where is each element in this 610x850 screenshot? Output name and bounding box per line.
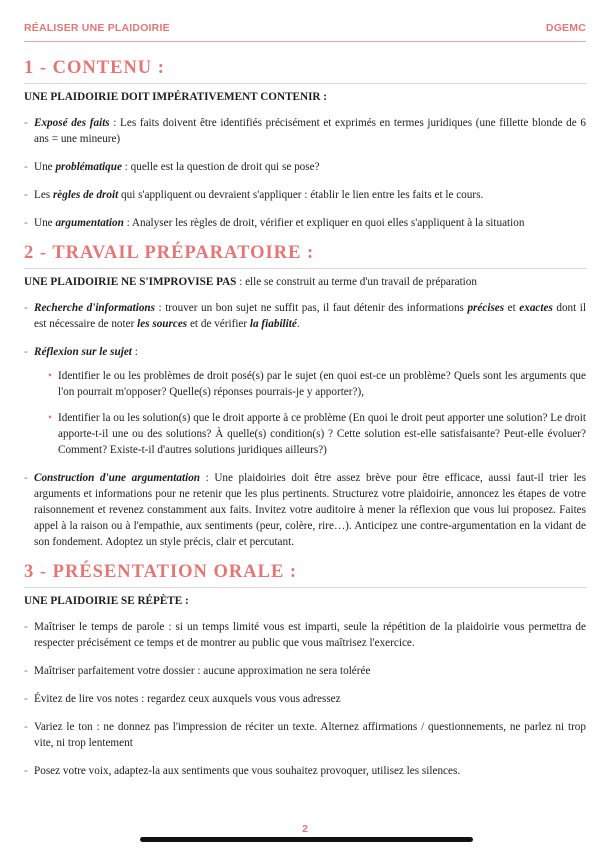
home-indicator[interactable] (140, 837, 473, 842)
section-lead: UNE PLAIDOIRIE DOIT IMPÉRATIVEMENT CONTENIR : (24, 91, 328, 103)
list-item: - Variez le ton : ne donnez pas l'impression de réciter un texte. Alternez affirmations / questionnements, ne parlez ni trop vite, ni trop lentement (24, 719, 586, 751)
list-item: - Posez votre voix, adaptez-la aux sentiments que vous souhaitez provoquer, utilisez les silences. (24, 763, 586, 779)
list-item: - Recherche d'informations : trouver un bon sujet ne suffit pas, il faut détenir des informations précises et exactes dont il est nécessaire de noter les sources et de vérifier la fiabilité. (24, 300, 586, 332)
page-header (24, 22, 586, 34)
preparation-list (24, 300, 586, 550)
list-item: - Maîtriser parfaitement votre dossier : aucune approximation ne sera tolérée (24, 663, 586, 679)
document-title: RÉALISER UNE PLAIDOIRIE (24, 22, 170, 34)
list-item: - Évitez de lire vos notes : regardez ceux auxquels vous vous adressez (24, 691, 586, 707)
list-item: - Exposé des faits : Les faits doivent être identifiés précisément et exprimés en termes juridiques (une fillette blonde de 6 ans = une mineure) (24, 115, 586, 147)
list-item: - Les règles de droit qui s'appliquent ou devraient s'appliquer : établir le lien entre les faits et le cours. (24, 187, 586, 203)
header-divider (24, 41, 586, 42)
section-title-presentation: 3 - PRÉSENTATION ORALE : (24, 562, 586, 588)
section-title-contenu: 1 - CONTENU : (24, 58, 586, 84)
list-item: - Une problématique : quelle est la question de droit qui se pose? (24, 159, 586, 175)
page-number: 2 (302, 823, 308, 835)
list-item: - Une argumentation : Analyser les règles de droit, vérifier et expliquer en quoi elles s'appliquent à la situation (24, 215, 586, 231)
sub-list-item: • Identifier le ou les problèmes de droit posé(s) par le sujet (en quoi est-ce un problème? Quels sont les arguments que l'on pourrait m'opposer? Quelle(s) réponses pourrais-je y apporter?), (48, 368, 586, 400)
list-item: - Construction d'une argumentation : Une plaidoiries doit être assez brève pour être efficace, aussi faut-il trier les arguments et informations pour ne retenir que les plus pertinents. Structurez votre plaidoirie, annoncez les étapes de votre raisonnement et revenez constamment aux faits. Invitez votre auditoire à mener la réflexion que vous lui proposez. Faites appel à la raison ou à l'empathie, aux sentiments (peur, colère, rire…). Anticipez une contre-argumentation en la vidant de son fondement. Adoptez un style précis, clair et percutant. (24, 470, 586, 550)
content-list (24, 115, 586, 231)
list-item: - Réflexion sur le sujet : • Identifier le ou les problèmes de droit posé(s) par le sujet (en quoi est-ce un problème? Quels sont les arguments que l'on pourrait m'opposer? Quelle(s) réponses pourrais-je y apporter?), • Identifier la ou les solution(s) que le droit apporte à ce problème (En quoi le droit peut apporter une solution? Le droit apporte-t-il une ou des solutions? À quelle(s) condition(s) ? Cette solution est-elle satisfaisante? Peut-elle évoluer? Comment? Existe-t-il d'autres solutions juridiques ailleurs?) (24, 344, 586, 458)
subject-label: DGEMC (545, 22, 586, 34)
section-title-travail: 2 - TRAVAIL PRÉPARATOIRE : (24, 243, 586, 269)
section-lead: UNE PLAIDOIRIE SE RÉPÈTE : (24, 595, 189, 608)
list-item: - Maîtriser le temps de parole : si un temps limité vous est imparti, seule la répétition de la plaidoirie vous permettra de respecter précisément ce temps et de montrer au public que vous maîtrisez l'exercice. (24, 619, 586, 651)
presentation-list (24, 619, 586, 779)
section-lead: UNE PLAIDOIRIE NE S'IMPROVISE PAS : elle se construit au terme d'un travail de préparation (24, 276, 477, 289)
document-body (24, 58, 586, 791)
sub-list (34, 368, 586, 458)
sub-list-item: • Identifier la ou les solution(s) que le droit apporte à ce problème (En quoi le droit peut apporter une solution? Le droit apporte-t-il une ou des solutions? À quelle(s) condition(s) ? Cette solution est-elle satisfaisante? Peut-elle évoluer? Comment? Existe-t-il d'autres solutions juridiques ailleurs?) (48, 410, 586, 458)
